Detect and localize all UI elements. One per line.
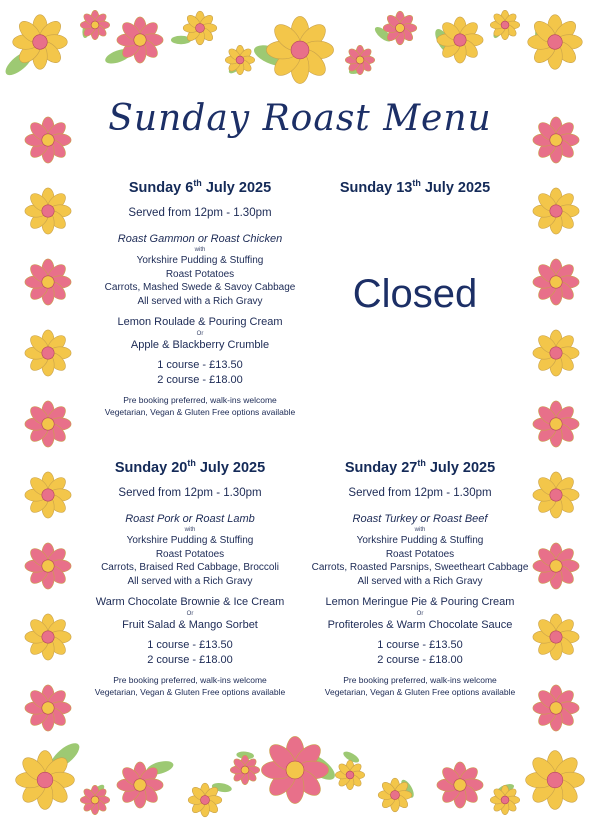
flower-icon: [383, 11, 417, 45]
served-time: Served from 12pm - 1.30pm: [348, 487, 492, 499]
dessert-option-2: Apple & Blackberry Crumble: [130, 339, 270, 351]
dessert-option-1: Lemon Meringue Pie & Pouring Cream: [325, 596, 515, 608]
booking-note-line: Pre booking preferred, walk-ins welcome: [113, 675, 267, 685]
flower-icon: [230, 755, 259, 784]
menu-section-july-6: [80, 178, 320, 418]
flower-icon: [266, 16, 333, 83]
price-one-course: 1 course - £13.50: [377, 639, 463, 651]
main-course: Roast Pork or Roast Lamb: [125, 513, 255, 525]
booking-note-line: Pre booking preferred, walk-ins welcome: [343, 675, 497, 685]
section-date: Sunday 20th July 2025: [114, 458, 266, 476]
flower-icon: [533, 188, 579, 234]
menu-section-july-20: [70, 458, 310, 698]
closed-notice: Closed: [352, 272, 478, 316]
section-date: Sunday 13th July 2025: [339, 178, 491, 196]
side-item: Roast Potatoes: [155, 548, 225, 560]
dietary-note-line: Vegetarian, Vegan & Gluten Free options available: [94, 687, 286, 697]
menu-title: Sunday Roast Menu: [108, 98, 492, 139]
side-item: Roast Potatoes: [165, 268, 235, 280]
side-item: Yorkshire Pudding & Stuffing: [136, 255, 264, 266]
side-item: Yorkshire Pudding & Stuffing: [356, 535, 484, 546]
side-item: All served with a Rich Gravy: [137, 295, 263, 307]
flower-icon: [80, 785, 109, 814]
flower-icon: [533, 401, 579, 447]
price-two-course: 2 course - £18.00: [377, 654, 463, 666]
flower-icon: [335, 760, 364, 789]
flower-icon: [25, 188, 71, 234]
or-label: Or: [416, 611, 424, 617]
flower-icon: [261, 736, 328, 803]
side-item: All served with a Rich Gravy: [127, 575, 253, 587]
side-item: Carrots, Mashed Swede & Savoy Cabbage: [104, 282, 296, 293]
booking-note: [70, 674, 310, 698]
flower-icon: [528, 15, 583, 70]
booking-note-line: Pre booking preferred, walk-ins welcome: [123, 395, 277, 405]
side-item: Roast Potatoes: [385, 548, 455, 560]
flower-icon: [188, 783, 222, 817]
section-date: Sunday 6th July 2025: [128, 178, 272, 196]
flower-icon: [490, 10, 519, 39]
or-label: Or: [196, 331, 204, 337]
dietary-note-line: Vegetarian, Vegan & Gluten Free options available: [324, 687, 516, 697]
served-time: Served from 12pm - 1.30pm: [118, 487, 262, 499]
flower-icon: [117, 17, 163, 63]
main-course: Roast Turkey or Roast Beef: [352, 513, 488, 525]
main-course: Roast Gammon or Roast Chicken: [117, 233, 283, 245]
flower-icon: [526, 751, 585, 810]
side-item: Yorkshire Pudding & Stuffing: [126, 535, 254, 546]
side-item: Carrots, Braised Red Cabbage, Broccoli: [101, 562, 279, 573]
flower-icon: [437, 762, 483, 808]
price-two-course: 2 course - £18.00: [147, 654, 233, 666]
with-label: with: [414, 527, 426, 533]
flower-icon: [16, 751, 75, 810]
flower-icon: [25, 614, 71, 660]
price-one-course: 1 course - £13.50: [147, 639, 233, 651]
flower-icon: [533, 259, 579, 305]
dietary-note-line: Vegetarian, Vegan & Gluten Free options available: [104, 407, 296, 417]
booking-note: [80, 394, 320, 418]
menu-section-july-27: [300, 458, 540, 698]
flower-icon: [225, 45, 254, 74]
flower-icon: [25, 472, 71, 518]
flower-icon: [345, 45, 374, 74]
flower-icon: [25, 685, 71, 731]
flower-icon: [25, 330, 71, 376]
flower-icon: [80, 10, 109, 39]
or-label: Or: [186, 611, 194, 617]
with-label: with: [184, 527, 196, 533]
side-item: All served with a Rich Gravy: [357, 575, 483, 587]
menu-section-july-13: [295, 178, 535, 198]
section-date: Sunday 27th July 2025: [344, 458, 496, 476]
served-time: Served from 12pm - 1.30pm: [128, 207, 272, 219]
flower-icon: [25, 543, 71, 589]
side-item: Carrots, Roasted Parsnips, Sweetheart Cabbage: [311, 562, 529, 573]
flower-icon: [533, 330, 579, 376]
dessert-option-1: Warm Chocolate Brownie & Ice Cream: [95, 596, 285, 608]
flower-icon: [25, 259, 71, 305]
booking-note: [300, 674, 540, 698]
price-one-course: 1 course - £13.50: [157, 359, 243, 371]
flower-icon: [117, 762, 163, 808]
price-two-course: 2 course - £18.00: [157, 374, 243, 386]
dessert-option-2: Profiteroles & Warm Chocolate Sauce: [327, 619, 513, 631]
dessert-option-1: Lemon Roulade & Pouring Cream: [117, 316, 283, 328]
flower-icon: [13, 15, 68, 70]
flower-icon: [490, 785, 519, 814]
dessert-option-2: Fruit Salad & Mango Sorbet: [122, 619, 258, 631]
flower-icon: [437, 17, 483, 63]
flower-icon: [25, 401, 71, 447]
flower-icon: [378, 778, 412, 812]
with-label: with: [194, 247, 206, 253]
flower-icon: [183, 11, 217, 45]
